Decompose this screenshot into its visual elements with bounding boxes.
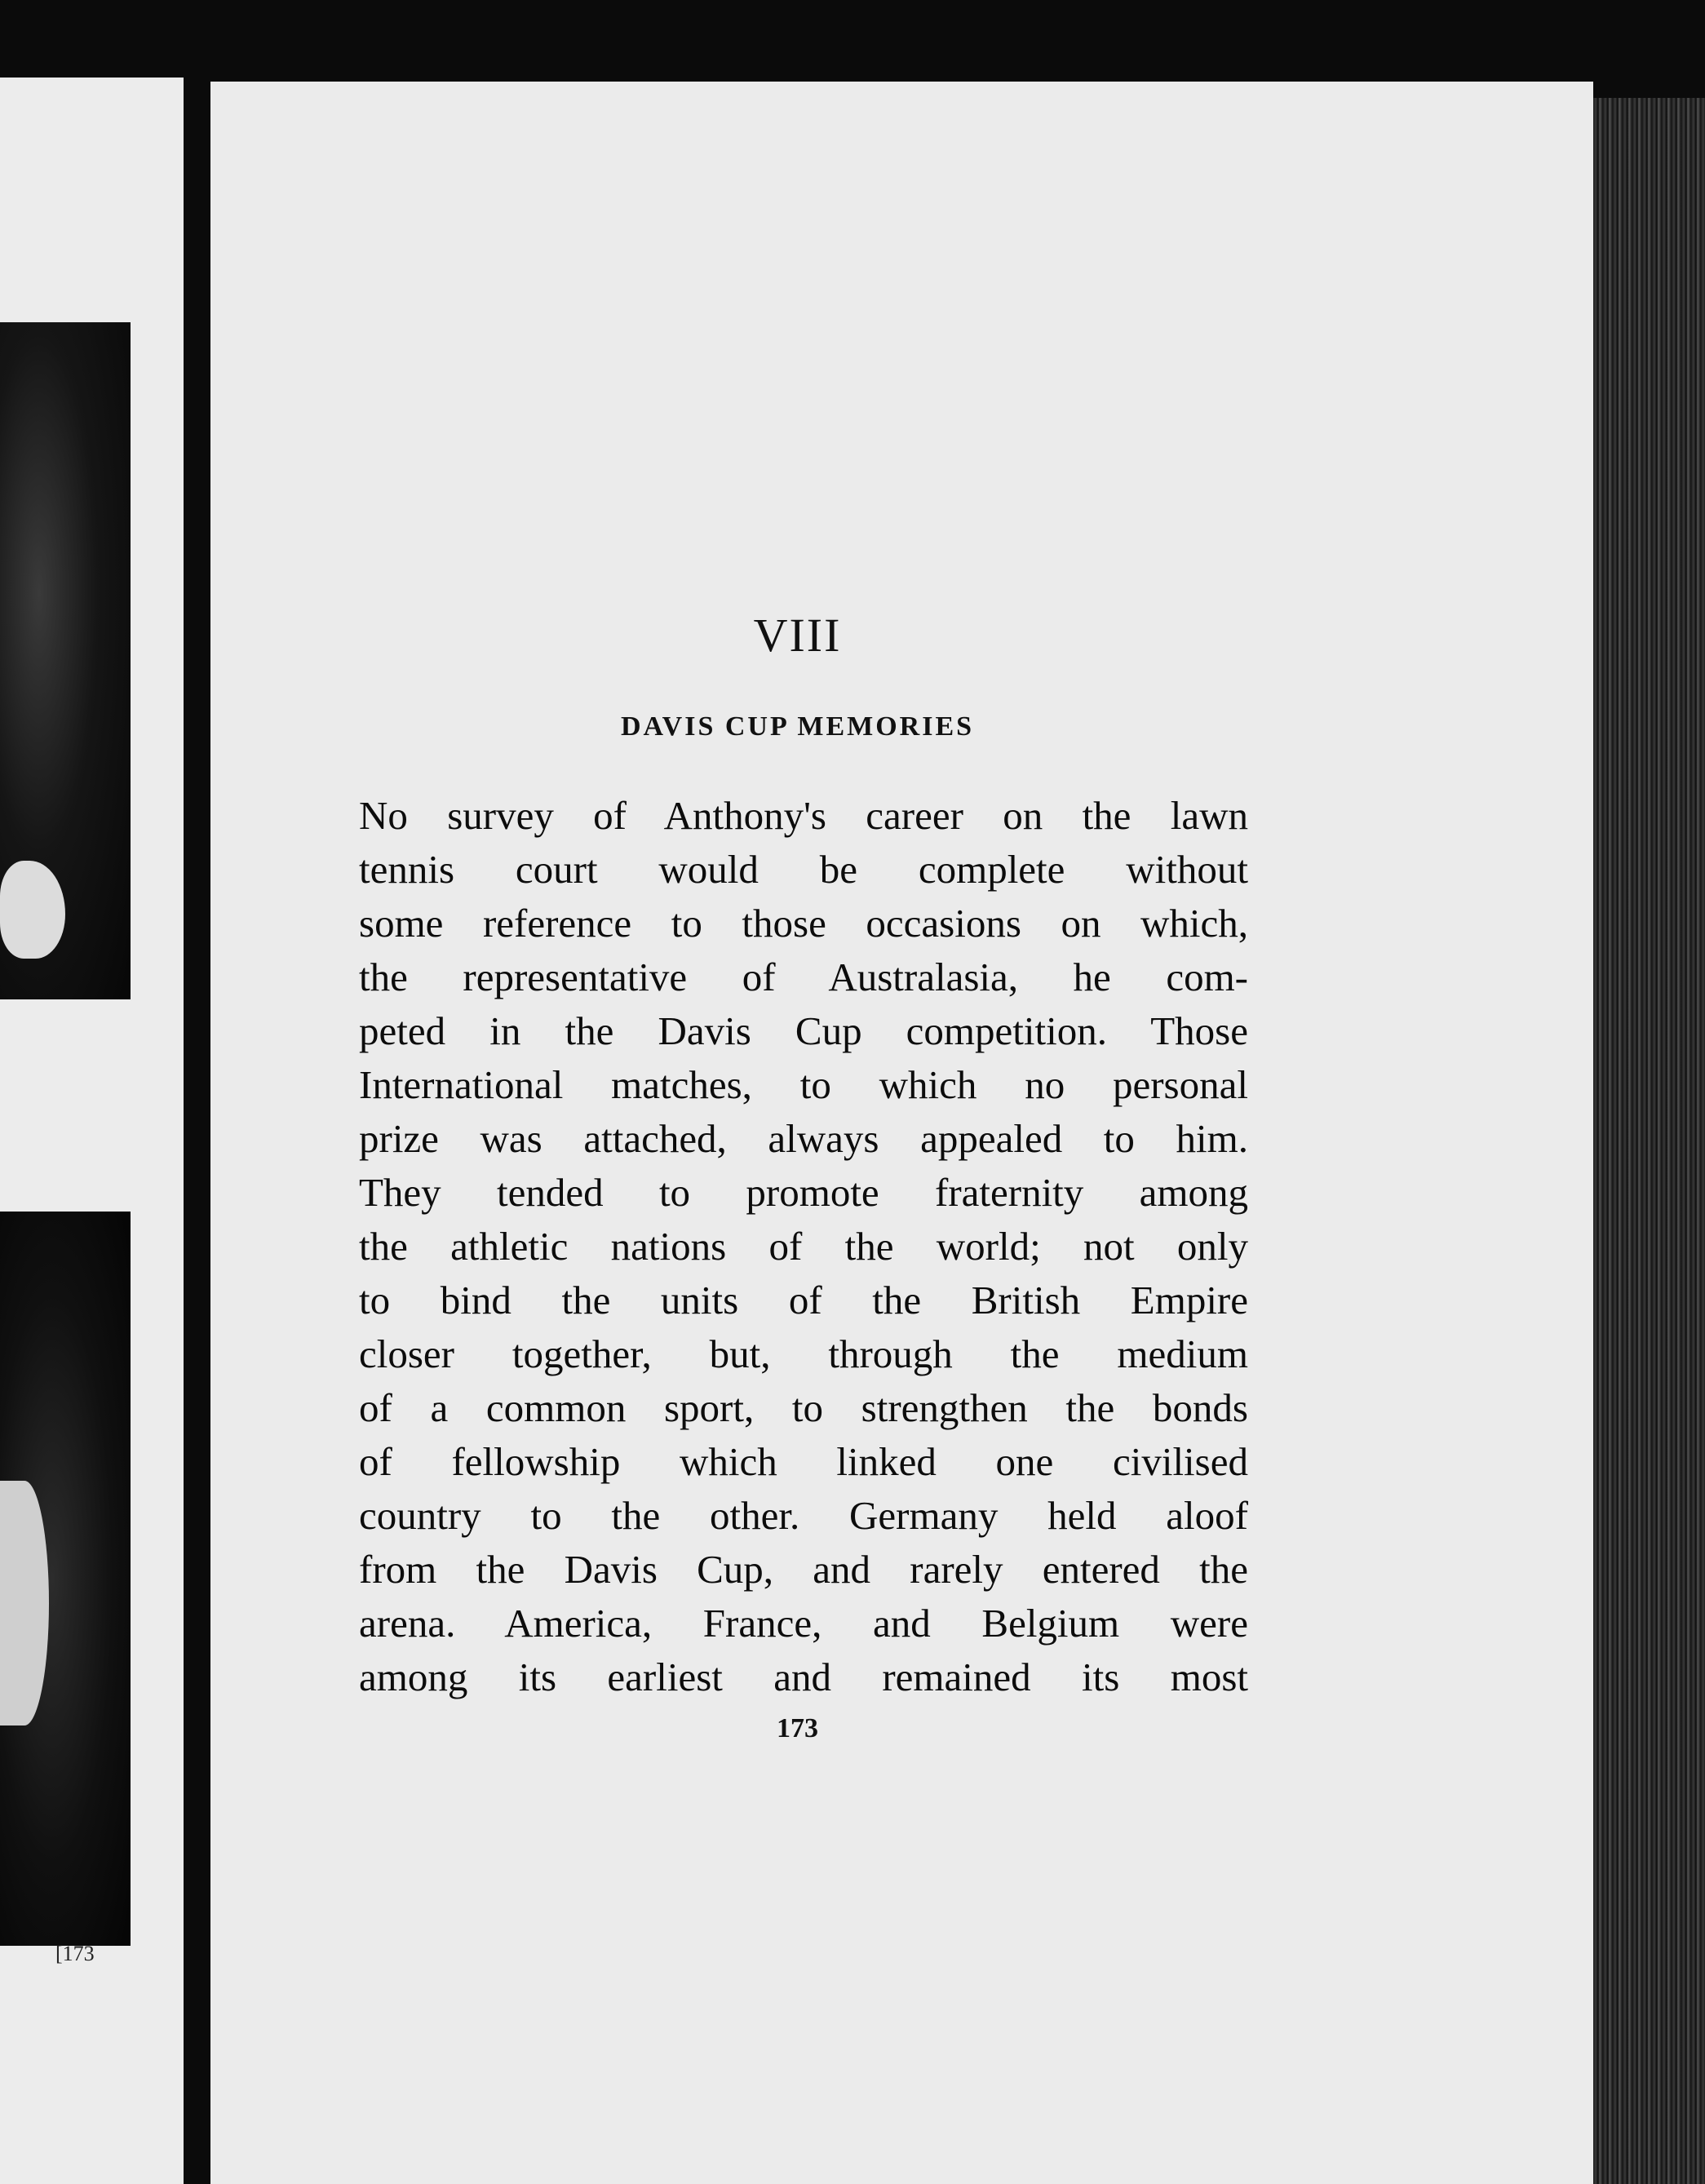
body-text (359, 789, 1248, 1704)
text-line: country to the other. Germany held aloof (359, 1493, 1248, 1538)
left-facing-page (0, 78, 184, 2184)
text-line: peted in the Davis Cup competition. Those (359, 1008, 1248, 1053)
text-line: of a common sport, to strengthen the bonds (359, 1385, 1248, 1430)
text-line: some reference to those occasions on which, (359, 901, 1248, 946)
text-line: arena. America, France, and Belgium were (359, 1601, 1248, 1646)
text-line: tennis court would be complete without (359, 847, 1248, 892)
text-line: the athletic nations of the world; not only (359, 1224, 1248, 1269)
page-edges (1593, 98, 1705, 2184)
text-line: to bind the units of the British Empire (359, 1278, 1248, 1322)
text-line: from the Davis Cup, and rarely entered the (359, 1547, 1248, 1592)
photo-plate-bottom (0, 1212, 131, 1946)
text-line: among its earliest and remained its most (359, 1655, 1248, 1699)
text-line: prize was attached, always appealed to him. (359, 1116, 1248, 1161)
text-line: closer together, but, through the medium (359, 1331, 1248, 1376)
chapter-title: DAVIS CUP MEMORIES (620, 711, 975, 742)
text-line: the representative of Australasia, he com- (359, 955, 1248, 999)
left-page-number: [173 (55, 1942, 95, 1965)
text-line: They tended to promote fraternity among (359, 1170, 1248, 1215)
page-number: 173 (777, 1713, 818, 1743)
text-line: No survey of Anthony's career on the lawn (359, 793, 1248, 838)
text-line: International matches, to which no personal (359, 1062, 1248, 1107)
chapter-number: VIII (753, 609, 842, 662)
text-line: of fellowship which linked one civilised (359, 1439, 1248, 1484)
